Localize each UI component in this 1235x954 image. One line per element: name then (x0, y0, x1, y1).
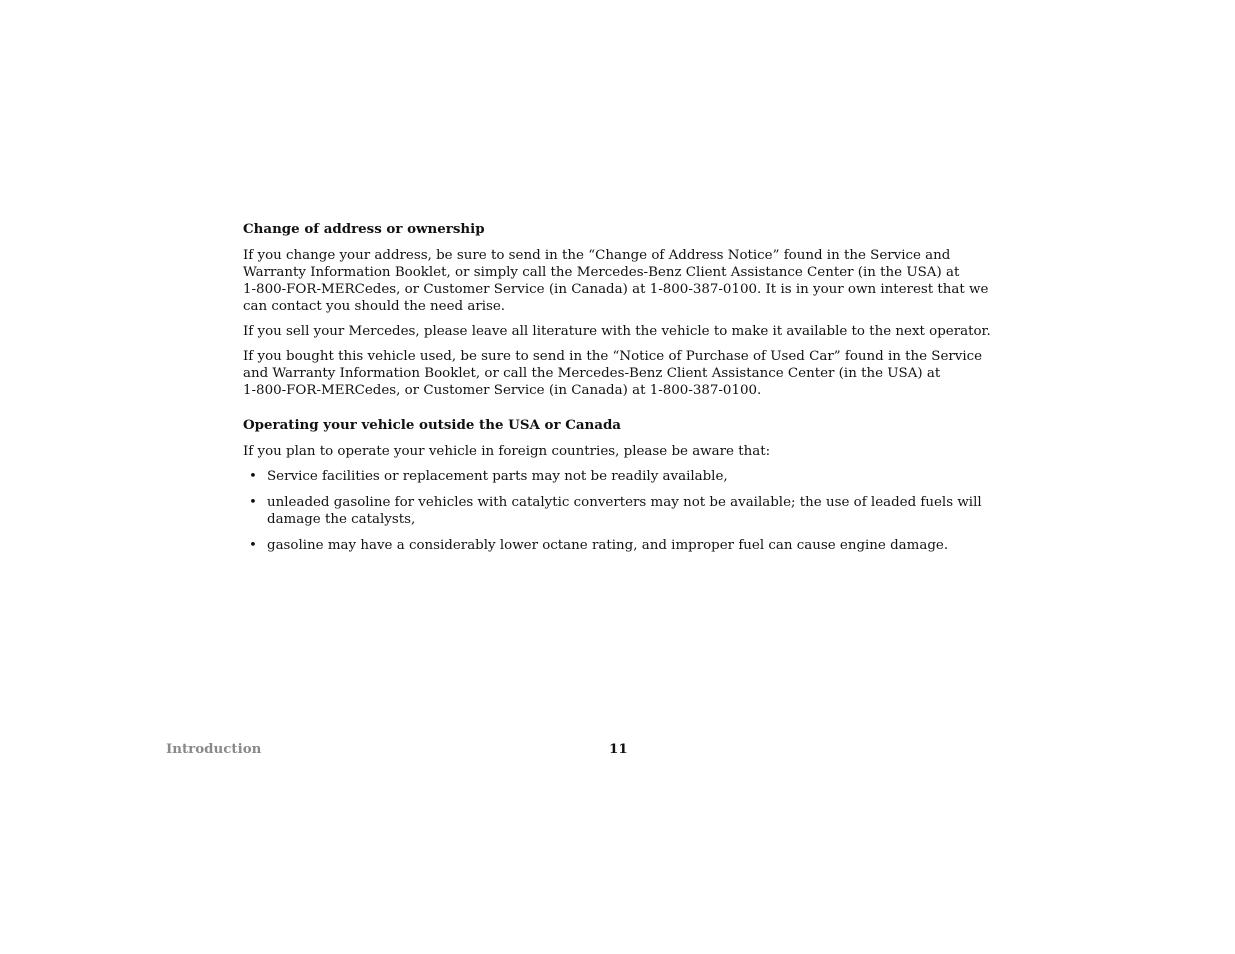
bullet-icon: • (249, 469, 257, 484)
list-item-text: Service facilities or replacement parts may not be readily available, (267, 469, 728, 484)
used-vehicle-contact-text: 1-800-FOR-MERCedes, or Customer Service (in Canada) at 1-800-387-0100. (243, 383, 762, 398)
list-item (243, 537, 1003, 554)
section-heading-foreign: Operating your vehicle outside the USA or Canada (243, 417, 621, 433)
address-change-paragraph (243, 247, 1003, 315)
address-change-contact-text: 1-800-FOR-MERCedes, or Customer Service (in Canada) at 1-800-387-0100. It is in your own interest that we can contact you should the need arise. (243, 282, 989, 314)
list-item (243, 494, 1003, 528)
bullet-icon: • (249, 538, 257, 553)
used-vehicle-paragraph (243, 348, 1003, 399)
list-item-text: gasoline may have a considerably lower octane rating, and improper fuel can cause engine damage. (267, 538, 949, 553)
list-item (243, 468, 1003, 485)
bullet-icon: • (249, 495, 257, 510)
sell-vehicle-paragraph: If you sell your Mercedes, please leave all literature with the vehicle to make it available to the next operator. (243, 324, 991, 339)
used-vehicle-text: If you bought this vehicle used, be sure to send in the “Notice of Purchase of Used Car” found in the Service and Warranty Information Booklet, or call the Mercedes-Benz Client Assistance Center (in the USA) at (243, 349, 983, 381)
foreign-warnings-list (243, 468, 1003, 554)
page-content (243, 221, 1003, 563)
footer-section-label: Introduction (166, 741, 262, 757)
section-heading-address: Change of address or ownership (243, 221, 485, 237)
page-number: 11 (609, 741, 628, 757)
address-change-text: If you change your address, be sure to send in the “Change of Address Notice” found in the Service and Warranty Information Booklet, or simply call the Mercedes-Benz Client Assistance Center (in the USA) at (243, 248, 960, 280)
list-item-text: unleaded gasoline for vehicles with catalytic converters may not be available; the use of leaded fuels will damage the catalysts, (267, 495, 982, 527)
foreign-intro-paragraph: If you plan to operate your vehicle in foreign countries, please be aware that: (243, 444, 771, 459)
